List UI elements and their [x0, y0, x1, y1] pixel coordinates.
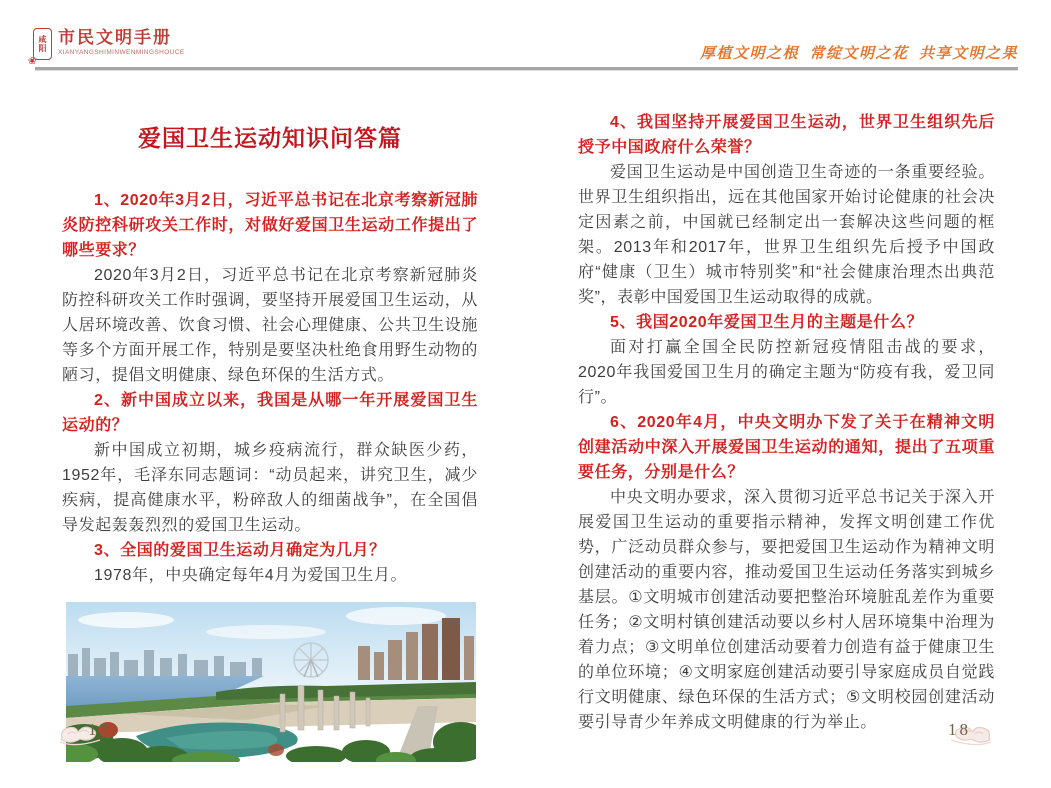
question-3: 3、全国的爱国卫生运动月确定为几月？ [94, 542, 386, 559]
question-1: 1、2020年3月2日，习近平总书记在北京考察新冠肺炎防控科研攻关工作时，对做好爱国卫生运动工作提出了哪些要求？ [62, 192, 478, 259]
city-park-photo [66, 602, 476, 762]
page-number-right: 18 [948, 720, 971, 739]
seal-icon [28, 28, 52, 67]
seal-char-bottom: 阳 [38, 44, 47, 53]
left-page-column [62, 100, 478, 762]
logo-text-block [58, 28, 185, 57]
answer-3: 1978年，中央确定每年4月为爱国卫生月。 [94, 567, 408, 584]
question-5: 5、我国2020年爱国卫生月的主题是什么？ [610, 314, 924, 331]
ribbon-knot-icon: ❀ [28, 56, 37, 67]
header-rule [35, 67, 1018, 71]
question-2: 2、新中国成立以来，我国是从哪一年开展爱国卫生运动的？ [62, 392, 478, 434]
answer-4: 爱国卫生运动是中国创造卫生奇迹的一条重要经验。世界卫生组织指出，远在其他国家开始讨论健康的社会决定因素之前，中国就已经制定出一套解决这些问题的框架。2013年和2017年，世界卫生组织先后授予中国政府“健康（卫生）城市特别奖”和“社会健康治理杰出典范奖”，表彰中国爱国卫生运动取得的成就。 [578, 164, 995, 306]
header-slogan: 厚植文明之根 常绽文明之花 共享文明之果 [699, 46, 1018, 62]
logo-subtitle: XIANYANGSHIMINWENMINGSHOUCE [58, 49, 185, 56]
answer-1: 2020年3月2日，习近平总书记在北京考察新冠肺炎防控科研攻关工作时强调，要坚持开展爱国卫生运动，从人居环境改善、饮食习惯、社会心理健康、公共卫生设施等多个方面开展工作，特别是要坚决杜绝食用野生动物的陋习，提倡文明健康、绿色环保的生活方式。 [62, 267, 478, 384]
question-6: 6、2020年4月，中央文明办下发了关于在精神文明创建活动中深入开展爱国卫生运动的通知，提出了五项重要任务，分别是什么？ [578, 414, 995, 481]
question-4: 4、我国坚持开展爱国卫生运动，世界卫生组织先后授予中国政府什么荣誉？ [578, 114, 995, 156]
seal-char-top: 咸 [38, 35, 47, 44]
right-page-column [578, 96, 995, 735]
section-title: 爱国卫生运动知识问答篇 [138, 125, 402, 151]
logo-title: 市民文明手册 [58, 28, 172, 47]
answer-6: 中央文明办要求，深入贯彻习近平总书记关于深入开展爱国卫生运动的重要指示精神，发挥文明创建工作优势，广泛动员群众参与，要把爱国卫生运动作为精神文明创建活动的重要内容，推动爱国卫生运动任务落实到城乡基层。①文明城市创建活动要把整治环境脏乱差作为重要任务；②文明村镇创建活动要以乡村人居环境集中治理为着力点；③文明单位创建活动要着力创造有益于健康卫生的单位环境；④文明家庭创建活动要引导家庭成员自觉践行文明健康、绿色环保的生活方式；⑤文明校园创建活动要引导青少年养成文明健康的行为举止。 [578, 489, 995, 731]
page-number-left: 17 [88, 720, 111, 739]
answer-2: 新中国成立初期，城乡疫病流行，群众缺医少药，1952年，毛泽东同志题词：“动员起来，讲究卫生，减少疾病，提高健康水平，粉碎敌人的细菌战争”，在全国倡导发起轰轰烈烈的爱国卫生运动。 [62, 442, 478, 534]
answer-5: 面对打赢全国全民防控新冠疫情阻击战的要求，2020年我国爱国卫生月的确定主题为“防疫有我，爱卫同行”。 [578, 339, 995, 406]
handbook-logo [28, 28, 185, 67]
